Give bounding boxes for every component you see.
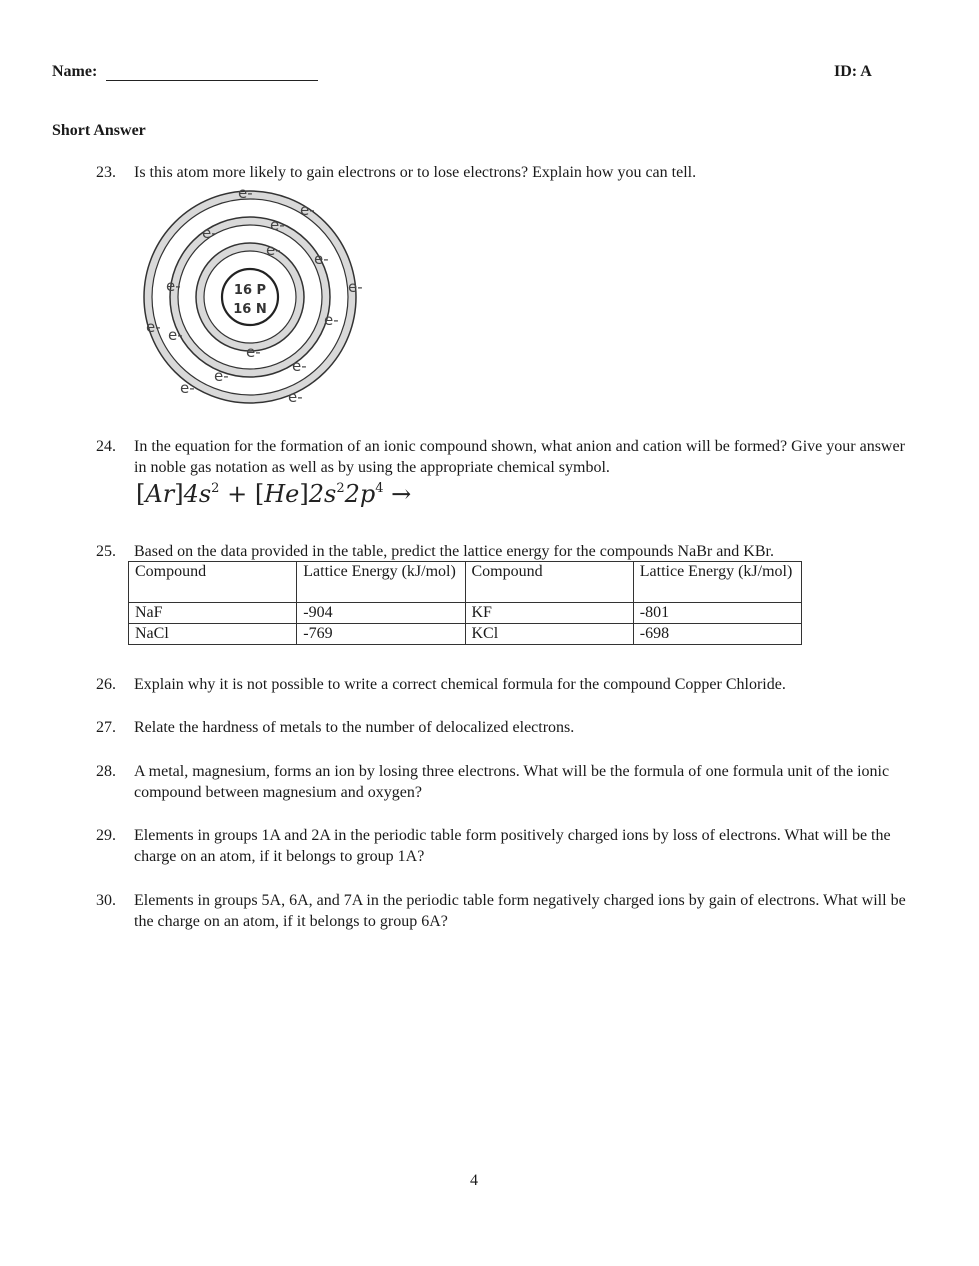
question-number: 30. — [96, 892, 116, 909]
eq-shell-2b: 2p — [344, 480, 376, 508]
question-26 — [96, 674, 906, 695]
table-header-cell: Lattice Energy (kJ/mol) — [297, 562, 465, 603]
question-25 — [96, 541, 906, 562]
electron: e- — [266, 241, 281, 259]
table-cell: -801 — [633, 603, 801, 624]
page-number: 4 — [470, 1172, 478, 1189]
electron: e- — [180, 379, 195, 397]
electron: e- — [238, 185, 253, 202]
question-number: 26. — [96, 676, 116, 693]
question-23 — [96, 162, 906, 183]
question-29 — [96, 825, 906, 867]
question-30 — [96, 890, 906, 932]
eq-core-1: Ar — [145, 480, 175, 508]
electron: e- — [288, 388, 303, 406]
electron-config-equation: $[Ar]4s^2 + [He]2s^22p^4$ → — [136, 480, 412, 508]
electron: e- — [202, 224, 217, 242]
question-28 — [96, 761, 906, 803]
lattice-energy-table — [128, 561, 802, 645]
id-label: ID: A — [834, 63, 872, 80]
table-cell: -698 — [633, 624, 801, 645]
question-number: 23. — [96, 164, 116, 181]
table-row — [129, 603, 802, 624]
eq-core-2: He — [264, 480, 300, 508]
table-row — [129, 624, 802, 645]
question-text: Elements in groups 5A, 6A, and 7A in the periodic table form negatively charged ions by gain of electrons. What will be the charge on an atom, if it belongs to group 6A? — [134, 892, 906, 930]
electron: e- — [300, 201, 315, 219]
question-number: 28. — [96, 763, 116, 780]
table-cell: -769 — [297, 624, 465, 645]
table-cell: NaCl — [129, 624, 297, 645]
section-title: Short Answer — [52, 122, 146, 139]
question-text: Is this atom more likely to gain electrons or to lose electrons? Explain how you can tell. — [134, 164, 697, 181]
electron: e- — [168, 326, 183, 344]
electron: e- — [246, 343, 261, 361]
electron: e- — [314, 250, 329, 268]
question-text: Based on the data provided in the table, predict the lattice energy for the compounds NaBr and KBr. — [134, 543, 774, 560]
question-number: 25. — [96, 543, 116, 560]
electron: e- — [270, 216, 285, 234]
table-cell: -904 — [297, 603, 465, 624]
eq-arrow: → — [391, 480, 412, 508]
eq-exp-1: 2 — [211, 481, 220, 496]
electron: e- — [166, 277, 181, 295]
table-cell: KF — [465, 603, 633, 624]
name-label: Name: — [52, 63, 98, 80]
eq-exp-2b: 4 — [375, 481, 384, 496]
table-cell: KCl — [465, 624, 633, 645]
question-27 — [96, 717, 906, 738]
electron: e- — [292, 357, 307, 375]
question-number: 27. — [96, 719, 116, 736]
nucleus-neutrons: 16 N — [233, 302, 267, 317]
table-header-cell: Lattice Energy (kJ/mol) — [633, 562, 801, 603]
question-text: A metal, magnesium, forms an ion by losing three electrons. What will be the formula of one formula unit of the ionic compound between magnesium and oxygen? — [134, 763, 890, 801]
electron: e- — [214, 367, 229, 385]
question-text: Elements in groups 1A and 2A in the periodic table form positively charged ions by loss of electrons. What will be the charge on an atom, if it belongs to group 1A? — [134, 827, 891, 865]
eq-exp-2a: 2 — [336, 481, 345, 496]
table-header-cell: Compound — [465, 562, 633, 603]
question-text: Explain why it is not possible to write a correct chemical formula for the compound Copper Chloride. — [134, 676, 786, 693]
eq-shell-2a: 2s — [308, 480, 337, 508]
electron: e- — [324, 311, 339, 329]
name-blank-line[interactable] — [106, 80, 318, 81]
eq-plus: + — [227, 480, 248, 508]
eq-shell-1: 4s — [183, 480, 212, 508]
nucleus-protons: 16 P — [233, 283, 267, 298]
question-text: Relate the hardness of metals to the number of delocalized electrons. — [134, 719, 575, 736]
question-number: 29. — [96, 827, 116, 844]
table-cell: NaF — [129, 603, 297, 624]
electron: e- — [146, 318, 161, 336]
atom-diagram — [140, 185, 380, 415]
table-header-row — [129, 562, 802, 603]
question-24 — [96, 436, 906, 478]
electron: e- — [348, 278, 363, 296]
question-text: In the equation for the formation of an ionic compound shown, what anion and cation will be formed? Give your answer in noble gas notation as well as by using the appropriate chemical symbol. — [134, 438, 905, 476]
question-number: 24. — [96, 438, 116, 455]
table-header-cell: Compound — [129, 562, 297, 603]
